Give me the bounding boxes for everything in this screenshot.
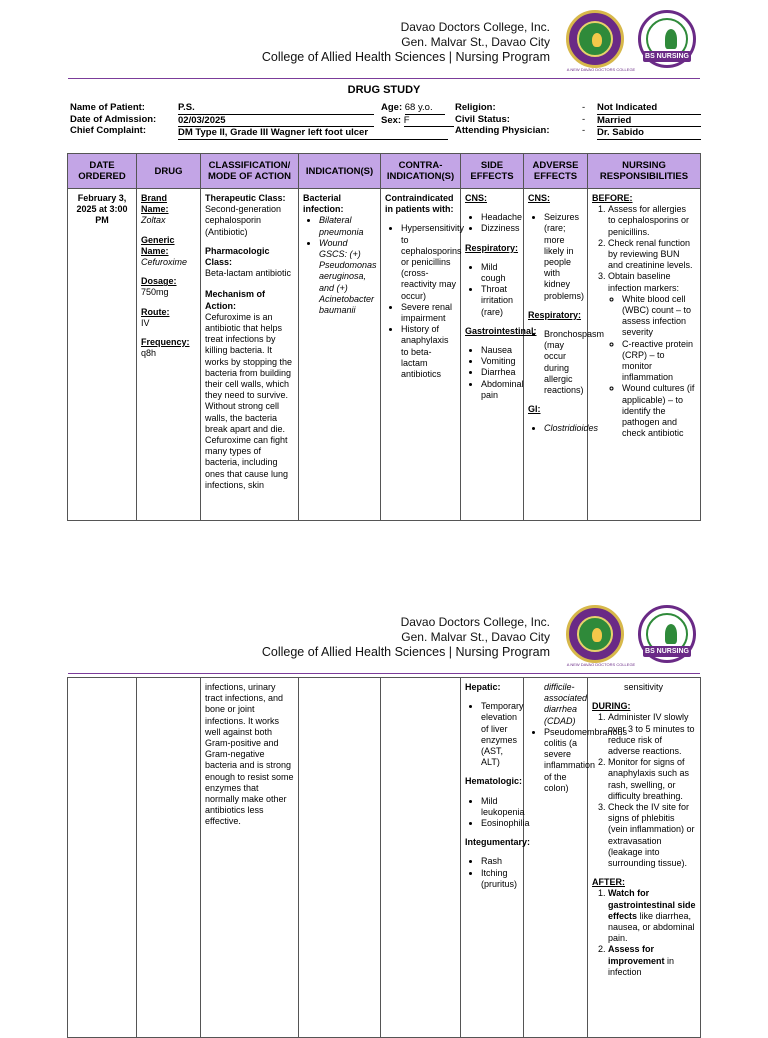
nursing-cell: sensitivity DURING: 1. Administer IV slowly over 3 to 5 minutes to reduce risk of adverse reactions. 2. Monitor for signs of anaphylaxis such as rash, swelling, or difficulty breathing. 3. Check the IV site for signs of phlebitis (vein inflammation) or extravasation (leakage into surrounding tissue). AFTER: 1. Watch for gastrointestinal side effects like diarrhea, nausea, or abdominal pain. 2. Assess for improvement in infection <box>588 678 701 1038</box>
adverse-effects-cell: CNS: • Seizures (rare; more likely in people with kidney problems) Respiratory: • Bronchospasm (may occur during allergic reactions) GI: • Clostridioides <box>524 189 588 521</box>
list-item: • Abdominal pain <box>481 379 519 401</box>
list-item: • Diarrhea <box>481 367 519 378</box>
page-header-2: Davao Doctors College, Inc. Gen. Malvar St., Davao City College of Allied Health Sciences | Nursing Program A NEW DAVAO DOCTORS COLLEGE BS NURSING <box>0 595 768 671</box>
page-title: DRUG STUDY <box>347 84 421 96</box>
col-nursing: NURSING RESPONSIBILITIES <box>588 154 701 189</box>
list-item: ◦ White blood cell (WBC) count – to assess infection severity <box>622 294 696 339</box>
college-address: Davao Doctors College, Inc. Gen. Malvar St., Davao City College of Allied Health Sciences | Nursing Program <box>261 615 550 659</box>
nursing-cell: BEFORE: 1. Assess for allergies to cephalosporins or penicillins. 2. Check renal function by reviewing BUN and creatinine levels. 3. Obtain baseline infection markers: ◦ White blood cell (WBC) count – to assess infection severity ◦ C-reactive protein (CRP) – to monitor inflammation ◦ Wound cultures (if applicable) – to identify the pathogen and check antibiotic <box>588 189 701 521</box>
list-item: • Mild cough <box>481 262 519 284</box>
nursing-seal-icon: BS NURSING <box>638 605 696 663</box>
college-seal-icon <box>566 605 624 663</box>
college-name: Davao Doctors College, Inc. <box>400 20 550 34</box>
list-item: • Rash <box>481 856 519 867</box>
col-indication: INDICATION(S) <box>299 154 381 189</box>
list-item: • Eosinophilia <box>481 818 519 829</box>
list-item: Obtain baseline infection markers: <box>608 271 680 293</box>
classification-cell <box>201 678 299 1038</box>
list-item: • History of anaphylaxis to beta-lactam antibiotics <box>401 324 456 380</box>
list-item: 1. Administer IV slowly over 3 to 5 minutes to reduce risk of adverse reactions. <box>608 712 696 757</box>
admission-date: 02/03/2025 <box>178 115 374 128</box>
patient-name: P.S. <box>178 102 374 115</box>
attending-physician: Dr. Sabido <box>597 127 701 140</box>
list-item: • Mild leukopenia <box>481 796 519 818</box>
patient-dashes: - - - <box>582 102 586 136</box>
drug-study-table-continued <box>67 677 701 1038</box>
nursing-seal-icon <box>638 10 696 68</box>
col-date-ordered: DATE ORDERED <box>68 154 137 189</box>
college-street: Gen. Malvar St., Davao City <box>401 35 550 49</box>
list-item: • Headache <box>481 212 519 223</box>
list-item: • Clostridioides <box>544 423 583 434</box>
patient-demographics: Age: 68 y.o. Sex: F <box>381 102 454 127</box>
list-item: • Itching (pruritus) <box>481 868 519 890</box>
patient-age: 68 y.o. <box>405 102 445 115</box>
frequency: q8h <box>141 348 157 359</box>
list-item: • Dizziness <box>481 223 519 234</box>
col-side-effects: SIDE EFFECTS <box>461 154 524 189</box>
list-item: • Vomiting <box>481 356 519 367</box>
header-rule <box>68 673 700 674</box>
patient-other-labels: Religion: Civil Status: Attending Physician: <box>455 102 550 136</box>
list-item: 3. Check the IV site for signs of phlebitis (vein inflammation) or extravasation (leakage into surrounding tissue). <box>608 802 696 869</box>
col-contraindication: CONTRA-INDICATION(S) <box>381 154 461 189</box>
contraindication-cell <box>381 678 461 1038</box>
patient-other-values <box>597 102 701 140</box>
classification-cell: Therapeutic Class: Second-generation cephalosporin (Antibiotic) Pharmacologic Class: Beta-lactam antibiotic Mechanism of Action: Cefuroxime is an antibiotic that helps treat infections by killing bacteria. It works by stopping the bacteria from building their cell walls, which they need to survive. Without strong cell walls, the bacteria break apart and die. Cefuroxime can fight many types of bacteria, including ones that cause lung infections, skin <box>201 189 299 521</box>
indication-cell <box>299 678 381 1038</box>
contraindication-cell: Contraindicated in patients with: • Hypersensitivity to cephalosporins or penicillins (cross-reactivity may occur) • Severe renal impairment • History of anaphylaxis to beta-lactam antibiotics <box>381 189 461 521</box>
list-item: • Hypersensitivity to cephalosporins or penicillins (cross-reactivity may occur) <box>401 223 456 301</box>
nursing-badge: BS NURSING <box>643 51 691 62</box>
chief-complaint: DM Type II, Grade III Wagner left foot ulcer <box>178 127 448 140</box>
college-program: College of Allied Health Sciences | Nursing Program <box>261 50 550 64</box>
dosage: 750mg <box>141 287 169 298</box>
drug-cell: Brand Name: Zoltax Generic Name: Cefuroxime Dosage: 750mg Route: IV Frequency: q8h <box>137 189 201 521</box>
date-ordered-cell <box>68 678 137 1038</box>
side-effects-cell: Hepatic: • Temporary elevation of liver enzymes (AST, ALT) Hematologic: • Mild leukopenia • Eosinophilia Integumentary: • Rash • Itching (pruritus) <box>461 678 524 1038</box>
list-item: • Seizures (rare; more likely in people with kidney problems) <box>544 212 583 302</box>
list-item: ◦ Wound cultures (if applicable) – to identify the pathogen and check antibiotic <box>622 383 696 439</box>
route: IV <box>141 317 150 328</box>
patient-sex: F <box>404 115 454 128</box>
list-item: • Bilateral pneumonia <box>319 215 376 237</box>
table-row <box>68 189 701 521</box>
col-adverse-effects: ADVERSE EFFECTS <box>524 154 588 189</box>
table-header-row <box>68 154 701 189</box>
col-classification: CLASSIFICATION/ MODE OF ACTION <box>201 154 299 189</box>
seal-tagline: A NEW DAVAO DOCTORS COLLEGE <box>566 67 636 72</box>
list-item: ◦ C-reactive protein (CRP) – to monitor inflammation <box>622 339 696 384</box>
header-rule <box>68 78 700 79</box>
page-header <box>0 0 768 76</box>
mechanism-text: infections, urinary tract infections, and bone or joint infections. It works well against both Gram-positive and Gram-negative bacteria and is strong enough to resist some enzymes that normally make other antibiotics less effective. <box>205 682 294 827</box>
civil-status: Married <box>597 115 701 128</box>
college-address <box>262 20 550 65</box>
list-item: 2. Check renal function by reviewing BUN and creatinine levels. <box>608 238 696 272</box>
col-drug: DRUG <box>137 154 201 189</box>
adverse-effects-cell: difficile-associated diarrhea (CDAD) • Pseudomembranous colitis (a severe inflammation of the colon) <box>524 678 588 1038</box>
list-item: • Nausea <box>481 345 519 356</box>
list-item: 1. Assess for allergies to cephalosporins or penicillins. <box>608 204 696 238</box>
list-item: • Bronchospasm (may occur during allergic reactions) <box>544 329 583 396</box>
mechanism-text: Cefuroxime is an antibiotic that helps treat infections by killing bacteria. It works by stopping the bacteria from building their cell walls, which they need to survive. Without strong cell walls, the bacteria break apart and die. Cefuroxime can fight many types of bacteria, including ones that cause lung infections, skin <box>205 311 293 490</box>
generic-name: Cefuroxime <box>141 257 188 268</box>
list-item: • Severe renal impairment <box>401 302 456 324</box>
table-row <box>68 678 701 1038</box>
list-item: • Throat irritation (rare) <box>481 284 519 318</box>
list-item: • Temporary elevation of liver enzymes (AST, ALT) <box>481 701 519 768</box>
religion: Not Indicated <box>597 102 701 115</box>
indication-cell: Bacterial infection: • Bilateral pneumonia • Wound GSCS: (+) Pseudomonas aeruginosa, and (+) Acinetobacter baumanii <box>299 189 381 521</box>
list-item: • Pseudomembranous colitis (a severe inflammation of the colon) <box>544 727 583 794</box>
drug-cell <box>137 678 201 1038</box>
list-item: 1. Watch for gastrointestinal side effects like diarrhea, nausea, or abdominal pain. <box>608 888 696 944</box>
list-item: 2. Assess for improvement in infection <box>608 944 696 978</box>
patient-labels: Name of Patient: Date of Admission: Chief Complaint: <box>70 102 157 136</box>
drug-study-table <box>67 153 701 521</box>
brand-name: Zoltax <box>141 215 166 226</box>
college-seal-icon <box>566 10 624 68</box>
side-effects-cell: CNS: • Headache • Dizziness Respiratory: • Mild cough • Throat irritation (rare) Gastrointestinal: • Nausea • Vomiting • Diarrhea • Abdominal pain <box>461 189 524 521</box>
list-item: 2. Monitor for signs of anaphylaxis such as rash, swelling, or difficulty breathing. <box>608 757 696 802</box>
date-ordered-cell: February 3, 2025 at 3:00 PM <box>68 189 137 521</box>
list-item: • Wound GSCS: (+) Pseudomonas aeruginosa, and (+) Acinetobacter baumanii <box>319 238 376 316</box>
